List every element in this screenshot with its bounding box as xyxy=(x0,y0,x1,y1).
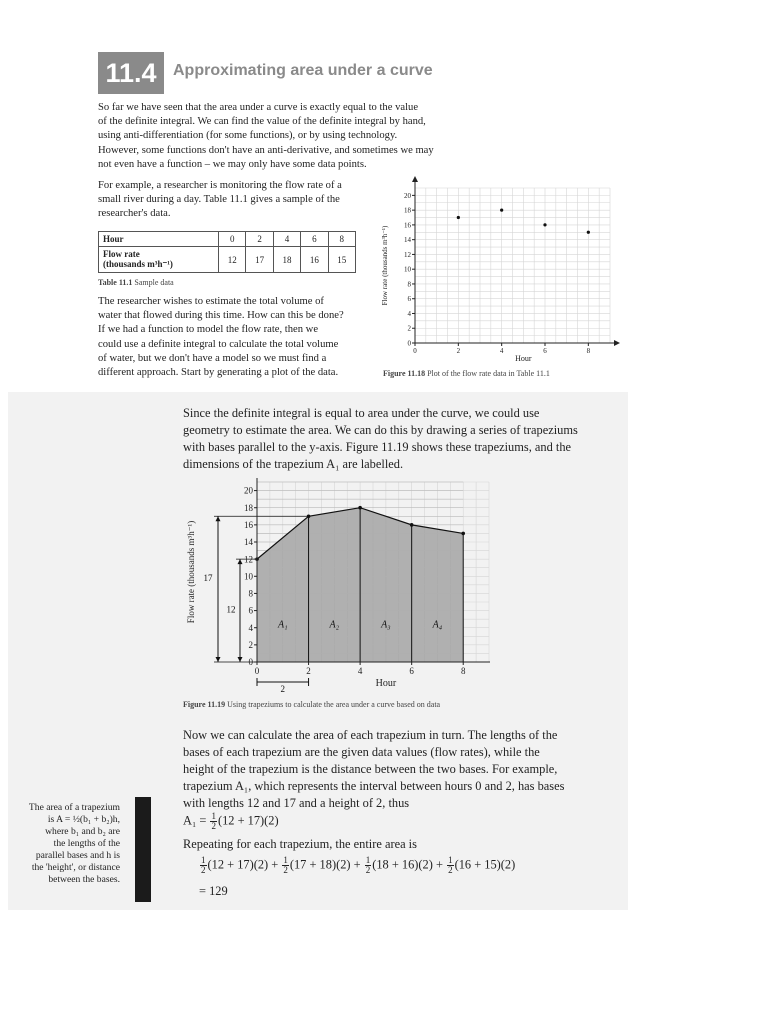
y-tick-label: 2 xyxy=(407,324,411,333)
dimension-arrow xyxy=(238,657,243,662)
table-cell: 4 xyxy=(273,232,300,247)
intro-line: not even have a function – we may only have some data points. xyxy=(98,158,367,170)
dimension-arrow xyxy=(216,516,221,521)
y-tick-label: 2 xyxy=(248,640,253,651)
dimension-arrow xyxy=(216,657,221,662)
sum-equation xyxy=(199,856,515,875)
intro-line: using anti-differentiation (for some functions), or by using technology. xyxy=(98,130,398,142)
data-point xyxy=(457,216,460,219)
y-tick-label: 10 xyxy=(404,265,411,274)
half-fraction xyxy=(447,856,454,875)
figure-11-18-caption xyxy=(383,369,550,378)
y-tick-label: 12 xyxy=(244,554,253,565)
figure-11-18-caption-label: Figure 11.18 xyxy=(383,369,426,378)
example-line: researcher's data. xyxy=(98,208,171,220)
fraction-numerator: 1 xyxy=(201,855,206,865)
y-tick-label: 6 xyxy=(407,295,411,304)
data-point xyxy=(500,209,503,212)
intro-line: of the definite integral. We can find the value of the definite integral by hand, xyxy=(98,116,426,128)
example-line: For example, a researcher is monitoring the flow rate of a xyxy=(98,180,342,191)
table-caption xyxy=(98,278,174,287)
y-axis-label: Flow rate (thousands m³h⁻¹) xyxy=(381,225,389,306)
y-tick-label: 12 xyxy=(404,250,411,259)
x-tick-label: 4 xyxy=(357,666,363,676)
dimension-label-width: 2 xyxy=(280,684,286,694)
sum-term: (17 + 18)(2) + xyxy=(289,857,361,872)
section-number-badge: 11.4 xyxy=(98,52,164,94)
data-point xyxy=(410,523,414,527)
y-axis-label: Flow rate (thousands m³h⁻¹) xyxy=(186,520,196,624)
researcher-line: If we had a function to model the flow rate, then we xyxy=(98,324,319,336)
calc-line: bases of each trapezium are the given data values (flow rates), while the xyxy=(183,745,540,759)
sum-term: (16 + 15)(2) xyxy=(454,857,516,872)
dimension-arrow xyxy=(238,559,243,564)
calc-line: trapezium A₁, which represents the interval between hours 0 and 2, has bases xyxy=(183,779,565,793)
table-cell: 18 xyxy=(273,247,300,273)
geometry-line: with bases parallel to the y-axis. Figure 11.19 shows these trapeziums, and the xyxy=(183,440,572,454)
sidebar-marker-bar xyxy=(135,797,151,902)
y-tick-label: 8 xyxy=(248,588,253,599)
table-cell: 8 xyxy=(328,232,355,247)
trapezium-label: A₄ xyxy=(432,619,443,631)
y-tick-label: 8 xyxy=(407,280,411,289)
flow-row-label-units: (thousands m³h⁻¹) xyxy=(103,259,173,269)
trapezium-label: A₂ xyxy=(329,619,340,631)
x-tick-label: 6 xyxy=(409,666,414,676)
side-note-line: where b₁ and b₂ are xyxy=(45,826,120,837)
researcher-line: of water, but we don't have a model so we must find a xyxy=(98,352,327,364)
y-tick-label: 14 xyxy=(244,537,253,548)
flow-row-label-line: Flow rate xyxy=(103,249,140,259)
y-tick-label: 6 xyxy=(248,605,253,616)
table-caption-text: Sample data xyxy=(134,278,174,287)
y-tick-label: 20 xyxy=(244,485,253,496)
calc-line: height of the trapezium is the distance between the two bases. For example, xyxy=(183,762,558,776)
table-cell: 2 xyxy=(246,232,273,247)
y-axis-arrow xyxy=(412,176,418,182)
figure-11-19-caption xyxy=(183,700,440,709)
y-tick-label: 14 xyxy=(404,236,411,245)
fraction-denominator: 2 xyxy=(211,821,216,831)
table-cell: 16 xyxy=(301,247,328,273)
intro-line: So far we have seen that the area under a curve is exactly equal to the value xyxy=(98,102,419,113)
y-tick-label: 16 xyxy=(404,221,411,230)
calculation-paragraph xyxy=(183,727,623,812)
sum-term: (12 + 17)(2) + xyxy=(207,857,279,872)
y-tick-label: 10 xyxy=(244,571,253,582)
side-note-line: the lengths of the xyxy=(53,838,120,849)
sum-result: = 129 xyxy=(199,884,228,898)
y-tick-label: 0 xyxy=(407,339,411,348)
x-axis-label: Hour xyxy=(375,678,397,689)
trapezium-label: A₁ xyxy=(277,619,288,631)
fraction-numerator: 1 xyxy=(448,855,453,865)
sample-data-table xyxy=(98,231,356,273)
x-tick-label: 8 xyxy=(586,347,591,355)
x-tick-label: 0 xyxy=(254,666,260,676)
geometry-line: dimensions of the trapezium A₁ are labelled. xyxy=(183,457,404,471)
x-tick-label: 2 xyxy=(306,666,311,676)
half-fraction xyxy=(365,856,372,875)
half-fraction xyxy=(200,856,207,875)
table-row xyxy=(99,247,356,273)
side-note-line: The area of a trapezium xyxy=(28,802,120,813)
a1-equation xyxy=(183,812,279,831)
intro-line: However, some functions don't have an anti-derivative, and sometimes we may xyxy=(98,144,434,156)
researcher-line: different approach. Start by generating a plot of the data. xyxy=(98,367,339,379)
dimension-label-17: 17 xyxy=(203,573,213,584)
calc-line: with lengths 12 and 17 and a height of 2, thus xyxy=(183,796,410,810)
side-note-line: between the bases. xyxy=(48,874,120,885)
table-cell: 15 xyxy=(328,247,355,273)
trapezium-label: A₃ xyxy=(381,619,391,631)
y-tick-label: 16 xyxy=(244,520,253,531)
figure-11-19-caption-label: Figure 11.19 xyxy=(183,700,226,709)
figure-11-19-caption-text: Using trapeziums to calculate the area under a curve based on data xyxy=(227,700,441,709)
calc-line: Now we can calculate the area of each trapezium in turn. The lengths of the xyxy=(183,728,558,742)
table-cell: 6 xyxy=(301,232,328,247)
data-point xyxy=(358,506,362,510)
x-tick-label: 8 xyxy=(460,666,466,676)
side-note-line: parallel bases and h is xyxy=(35,850,120,861)
y-tick-label: 0 xyxy=(248,657,253,668)
geometry-paragraph xyxy=(183,405,623,473)
flow-row-label xyxy=(99,247,219,273)
x-tick-label: 0 xyxy=(413,347,417,355)
fraction-numerator: 1 xyxy=(283,855,288,865)
data-point xyxy=(461,532,465,536)
x-tick-label: 2 xyxy=(456,347,461,355)
figure-11-19-trapezium-chart xyxy=(180,478,490,696)
sum-term: (18 + 16)(2) + xyxy=(372,857,443,872)
researcher-paragraph xyxy=(98,295,388,380)
example-intro-paragraph xyxy=(98,179,388,222)
data-point xyxy=(587,231,590,234)
fraction-denominator: 2 xyxy=(283,865,288,875)
researcher-line: water that flowed during this time. How can this be done? xyxy=(98,310,344,322)
y-tick-label: 18 xyxy=(244,502,253,513)
fraction-numerator: 1 xyxy=(365,855,371,865)
half-fraction xyxy=(210,812,217,831)
x-axis-label: Hour xyxy=(515,354,532,363)
data-point xyxy=(543,223,546,226)
a1-lhs: A₁ = xyxy=(183,813,207,828)
side-note-line: the 'height', or distance xyxy=(31,862,120,873)
x-tick-label: 4 xyxy=(499,347,504,355)
intro-paragraph xyxy=(98,101,478,172)
geometry-line: Since the definite integral is equal to area under the curve, we could use xyxy=(183,406,540,420)
y-tick-label: 4 xyxy=(248,622,253,633)
fraction-denominator: 2 xyxy=(365,865,371,875)
figure-11-18-caption-text: Plot of the flow rate data in Table 11.1 xyxy=(427,369,550,378)
fraction-denominator: 2 xyxy=(448,865,453,875)
figure-11-18-scatter-chart xyxy=(375,176,620,366)
table-cell: 0 xyxy=(219,232,246,247)
side-note-line: is A = ½(b₁ + b₂)h, xyxy=(47,814,120,825)
table-cell: 12 xyxy=(219,247,246,273)
table-cell: 17 xyxy=(246,247,273,273)
example-line: small river during a day. Table 11.1 gives a sample of the xyxy=(98,194,340,206)
researcher-line: The researcher wishes to estimate the total volume of xyxy=(98,296,324,307)
y-tick-label: 20 xyxy=(404,191,411,200)
y-tick-label: 18 xyxy=(404,206,411,215)
half-fraction xyxy=(282,856,289,875)
hour-row-label: Hour xyxy=(99,232,219,247)
x-tick-label: 6 xyxy=(543,347,547,355)
repeat-line: Repeating for each trapezium, the entire area is xyxy=(183,837,417,851)
section-title: Approximating area under a curve xyxy=(173,62,433,79)
fraction-denominator: 2 xyxy=(201,865,206,875)
fraction-numerator: 1 xyxy=(211,811,216,821)
researcher-line: could use a definite integral to calculate the total volume xyxy=(98,338,339,350)
a1-rhs: (12 + 17)(2) xyxy=(217,813,279,828)
geometry-line: geometry to estimate the area. We can do this by drawing a series of trapeziums xyxy=(183,423,578,437)
table-row xyxy=(99,232,356,247)
table-caption-label: Table 11.1 xyxy=(98,278,133,287)
y-tick-label: 4 xyxy=(407,309,411,318)
dimension-label-12: 12 xyxy=(226,604,236,615)
x-axis-arrow xyxy=(614,340,620,346)
trapezium-side-note xyxy=(10,802,120,886)
